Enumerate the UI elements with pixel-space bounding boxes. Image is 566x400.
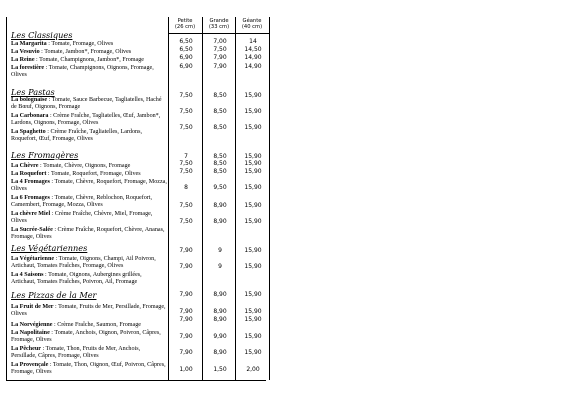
price-geante: 15,90: [244, 124, 262, 131]
price-petite: 7,50: [179, 124, 193, 131]
price-petite: 7,50: [179, 168, 193, 175]
price-geante: 14,90: [244, 54, 262, 61]
pizza-ingredients: : Tomate, Chèvre, Roquefort, Fromage, Mozza, Olives: [11, 179, 167, 192]
divider-petite: [168, 17, 169, 380]
price-geante: 2,00: [246, 366, 260, 373]
price-petite: 7,90: [179, 349, 193, 356]
pizza-name: La Provençale: [11, 362, 49, 368]
price-petite: 6,90: [179, 54, 193, 61]
pizza-description: [11, 41, 167, 48]
col-grande-label: Grande: [209, 18, 229, 24]
pizza-ingredients: : Tomate, Anchois, Oignon, Poivron, Câpres, Fromage, Olives: [11, 330, 161, 343]
pizza-description: [11, 163, 167, 170]
column-header-rule: [168, 33, 269, 34]
pizza-name: La Vesuvio: [11, 49, 40, 55]
pizza-ingredients: : Tomate, Roquefort, Fromage, Olives: [46, 171, 141, 177]
pizza-ingredients: : Tomate, Jambon*, Fromage, Olives: [39, 49, 132, 55]
pizza-ingredients: : Tomate, Fromage, Olives: [46, 41, 114, 47]
pizza-name: La bolognaise: [11, 97, 48, 103]
pizza-description: [11, 113, 167, 127]
price-geante: 15,90: [244, 316, 262, 323]
price-geante: 15,90: [244, 308, 262, 315]
price-geante: 14: [249, 38, 257, 45]
pizza-ingredients: : Crème Fraîche, Roquefort, Chèvre, Ananas, Fromage, Olives: [11, 227, 165, 240]
price-grande: 9,50: [213, 184, 227, 191]
price-grande: 7,90: [213, 63, 227, 70]
pizza-name: La Fruit de Mer: [11, 304, 54, 310]
price-geante: 15,90: [244, 333, 262, 340]
price-geante: 15,90: [244, 247, 262, 254]
price-grande: 7,50: [213, 46, 227, 53]
pizza-name: La Margarita: [11, 41, 47, 47]
pizza-ingredients: : Tomate, Chèvre, Reblochon, Roquefort, Camembert, Fromage, Mozza, Olives: [11, 195, 153, 208]
price-petite: 6,50: [179, 38, 193, 45]
pizza-name: La Sucrée-Salée: [11, 227, 53, 233]
pizza-description: [11, 57, 167, 64]
price-grande: 8,90: [213, 291, 227, 298]
pizza-ingredients: : Tomate, Sauce Barbecue, Tagliatelles, Haché de Bœuf, Oignons, Fromage: [11, 97, 162, 110]
price-petite: 7,90: [179, 316, 193, 323]
price-geante: 15,90: [244, 291, 262, 298]
pizza-description: [11, 179, 167, 193]
col-petite-label: Petite: [177, 18, 193, 24]
bottom-rule: [6, 380, 266, 381]
price-petite: 6,90: [179, 63, 193, 70]
price-petite: 7,50: [179, 92, 193, 99]
price-grande: 8,90: [213, 316, 227, 323]
pizza-description: [11, 256, 167, 270]
col-petite-header: [169, 18, 201, 30]
col-geante-label: Géante: [242, 18, 262, 24]
price-grande: 8,50: [213, 92, 227, 99]
section-title: Les Classiques: [11, 30, 73, 40]
pizza-name: La Norvégienne: [11, 322, 53, 328]
pizza-ingredients: : Crème Fraîche, Saumon, Fromage: [52, 322, 141, 328]
pizza-description: [11, 227, 167, 241]
price-geante: 15,90: [244, 108, 262, 115]
price-grande: 9: [218, 263, 222, 270]
price-petite: 1,00: [179, 366, 193, 373]
price-petite: 6,50: [179, 46, 193, 53]
section-title: Les Végétariennes: [11, 243, 88, 253]
pizza-description: [11, 129, 167, 143]
border-right: [269, 17, 270, 380]
price-geante: 15,90: [244, 168, 262, 175]
col-grande-header: [203, 18, 235, 30]
pizza-description: [11, 272, 167, 286]
price-petite: 7,50: [179, 202, 193, 209]
price-petite: 7,90: [179, 308, 193, 315]
pizza-description: [11, 97, 167, 111]
pizza-description: [11, 304, 167, 318]
pizza-ingredients: : Tomate, Thon, Oignon, Œuf, Poivron, Câpres, Fromage, Olives: [11, 362, 166, 375]
pizza-name: La chèvre Miel: [11, 211, 51, 217]
price-grande: 8,90: [213, 218, 227, 225]
price-petite: 7,90: [179, 291, 193, 298]
border-left: [6, 17, 7, 380]
pizza-name: La 4 Saisons: [11, 272, 44, 278]
pizza-description: [11, 322, 167, 329]
price-geante: 15,90: [244, 92, 262, 99]
pizza-name: La Spaghetto: [11, 129, 46, 135]
pizza-name: La forestière: [11, 65, 45, 71]
price-geante: 15,90: [244, 153, 262, 160]
pizza-description: [11, 195, 167, 209]
price-grande: 8,50: [213, 108, 227, 115]
pizza-description: [11, 171, 167, 178]
section-title: Les Pastas: [11, 87, 55, 97]
price-petite: 7,90: [179, 247, 193, 254]
price-petite: 8: [184, 184, 188, 191]
price-geante: 15,90: [244, 160, 262, 167]
pizza-description: [11, 211, 167, 225]
price-grande: 8,50: [213, 153, 227, 160]
pizza-name: La Roquefort: [11, 171, 47, 177]
price-grande: 1,50: [213, 366, 227, 373]
pizza-description: [11, 330, 167, 344]
price-petite: 7,50: [179, 160, 193, 167]
price-geante: 15,90: [244, 349, 262, 356]
pizza-name: La Végétarienne: [11, 256, 55, 262]
price-grande: 9: [218, 247, 222, 254]
price-geante: 15,90: [244, 218, 262, 225]
pizza-name: La 6 Fromages: [11, 195, 50, 201]
price-grande: 7,00: [213, 38, 227, 45]
pizza-description: [11, 65, 167, 79]
price-geante: 15,90: [244, 263, 262, 270]
price-grande: 8,90: [213, 202, 227, 209]
pizza-name: La Pêcheur: [11, 346, 41, 352]
price-petite: 7,90: [179, 333, 193, 340]
price-geante: 15,90: [244, 184, 262, 191]
pizza-ingredients: : Tomate, Thon, Fruits de Mer, Anchois, Persillade, Câpres, Fromage, Olives: [11, 346, 141, 359]
col-grande-size: (33 cm): [208, 24, 230, 30]
pizza-description: [11, 362, 167, 376]
divider-geante: [235, 17, 236, 380]
price-grande: 8,90: [213, 349, 227, 356]
col-geante-header: [236, 18, 268, 30]
pizza-ingredients: : Crème Fraîche, Tagliatelles, Œuf, Jambon*, Lardons, Oignons, Fromage, Olives: [11, 113, 161, 126]
pizza-ingredients: : Tomate, Oignons, Champi, Ail Poivron, Artichaut, Tomates Fraîches, Fromage, Olives: [11, 256, 156, 269]
pizza-ingredients: : Tomate, Champignons, Oignons, Fromage, Olives: [11, 65, 154, 78]
section-title: Les Fromagères: [11, 150, 79, 160]
price-geante: 14,50: [244, 46, 262, 53]
price-petite: 7: [184, 153, 188, 160]
pizza-ingredients: : Crème Fraîche, Chèvre, Miel, Fromage, Olives: [11, 211, 153, 224]
price-geante: 14,90: [244, 63, 262, 70]
price-petite: 7,90: [179, 263, 193, 270]
pizza-ingredients: : Tomate, Oignons, Aubergines grillées, Artichaut, Tomates Fraîches, Poivron, Ail, Fromage: [11, 272, 142, 285]
pizza-ingredients: : Tomate, Champignons, Jambon*, Fromage: [34, 57, 145, 63]
pizza-name: La Chèvre: [11, 163, 39, 169]
section-title: Les Pizzas de la Mer: [11, 290, 97, 300]
price-grande: 7,90: [213, 54, 227, 61]
price-grande: 9,90: [213, 333, 227, 340]
price-grande: 8,90: [213, 308, 227, 315]
pizza-description: [11, 346, 167, 360]
divider-grande: [202, 17, 203, 380]
price-petite: 7,50: [179, 218, 193, 225]
pizza-ingredients: : Tomate, Fruits de Mer, Persillade, Fromage, Olives: [11, 304, 166, 317]
pizza-name: La 4 Fromages: [11, 179, 50, 185]
pizza-ingredients: : Crème Fraîche, Tagliatelles, Lardons, Roquefort, Œuf, Fromage, Olives: [11, 129, 142, 142]
col-geante-size: (40 cm): [241, 24, 263, 30]
col-petite-size: (26 cm): [174, 24, 196, 30]
price-grande: 8,50: [213, 160, 227, 167]
pizza-description: [11, 49, 167, 56]
pizza-ingredients: : Tomate, Chèvre, Oignons, Fromage: [38, 163, 131, 169]
price-grande: 8,50: [213, 124, 227, 131]
price-petite: 7,50: [179, 108, 193, 115]
pizza-name: La Carbonara: [11, 113, 49, 119]
pizza-name: La Napolitaine: [11, 330, 50, 336]
pizza-name: La Reine: [11, 57, 35, 63]
price-geante: 15,90: [244, 202, 262, 209]
price-grande: 8,50: [213, 168, 227, 175]
